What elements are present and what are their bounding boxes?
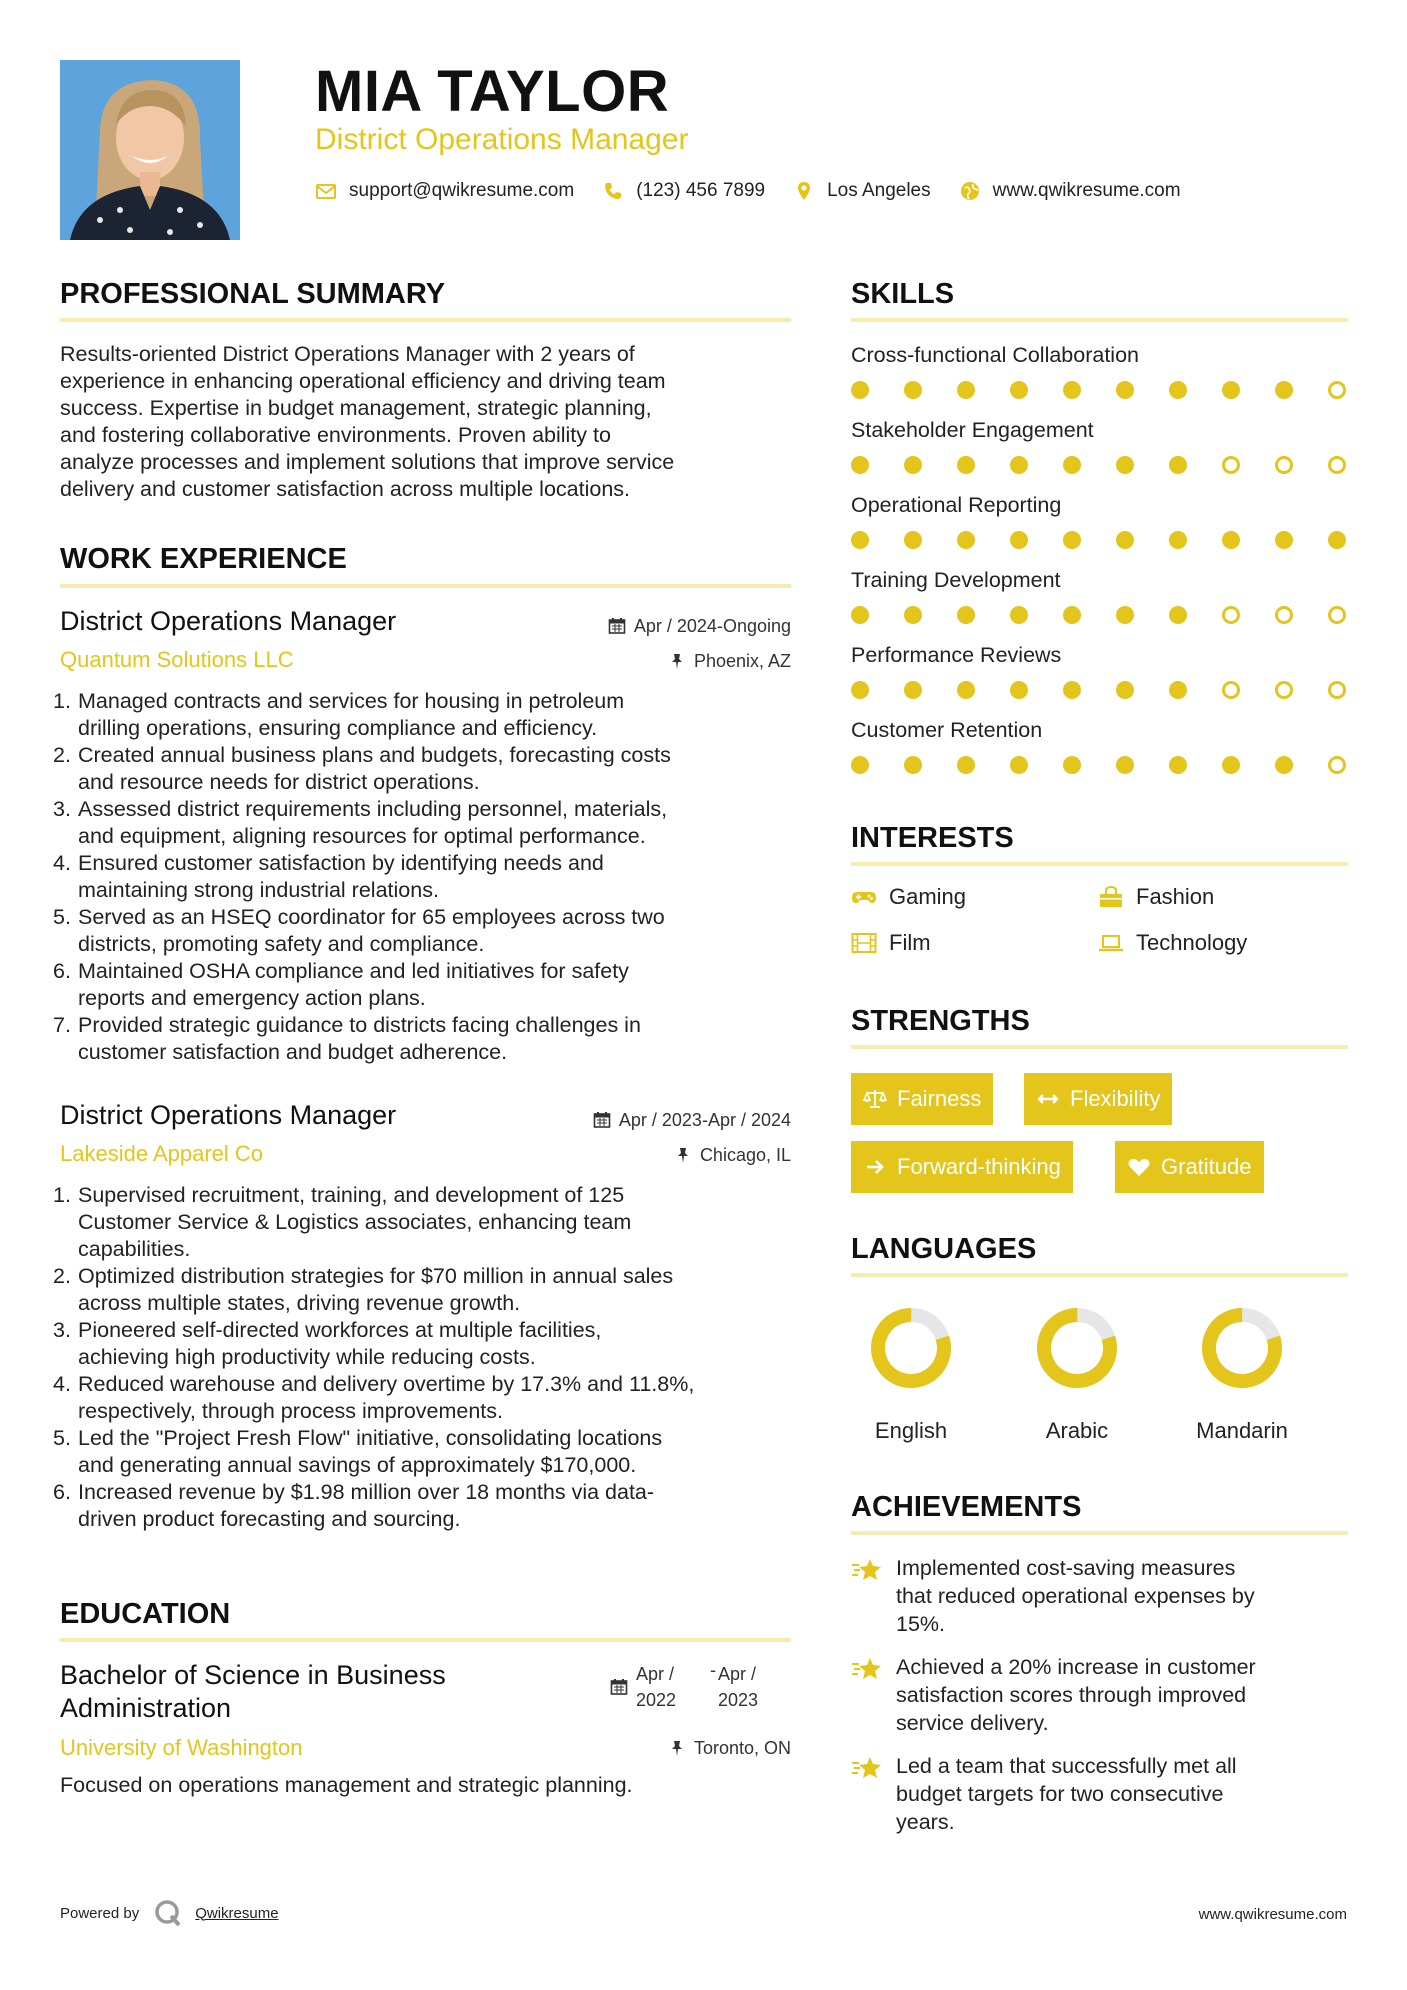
skill-dot-filled bbox=[1328, 531, 1346, 549]
list-item: 3. Assessed district requirements including personnel, materials, and equipment, aligning resources for optimal performance. bbox=[53, 797, 668, 848]
education-dates bbox=[610, 1661, 791, 1717]
skill-dot-filled bbox=[1275, 381, 1293, 399]
achievement-text: Implemented cost-saving measures that reduced operational expenses by 15%. bbox=[896, 1556, 1255, 1636]
job-title: District Operations Manager bbox=[60, 606, 397, 636]
skill-dot-filled bbox=[1169, 531, 1187, 549]
strength-tag-flexibility bbox=[1024, 1073, 1172, 1125]
skill-dot-filled bbox=[957, 456, 975, 474]
skill-dot-filled bbox=[1063, 456, 1081, 474]
star-icon bbox=[851, 1655, 883, 1683]
skill-dot-empty bbox=[1328, 456, 1346, 474]
contact-row bbox=[315, 178, 1209, 204]
section-divider bbox=[851, 1531, 1348, 1535]
section-divider bbox=[60, 584, 791, 588]
skill-dot-filled bbox=[1063, 381, 1081, 399]
section-title-achievements: ACHIEVEMENTS bbox=[851, 1491, 1082, 1523]
globe-icon bbox=[959, 180, 981, 202]
job-dates bbox=[608, 614, 791, 638]
skill-dot-filled bbox=[1116, 681, 1134, 699]
job-dates-text: Apr / 2023-Apr / 2024 bbox=[618, 1110, 791, 1130]
strength-tag-gratitude bbox=[1115, 1141, 1264, 1193]
skill-dot-filled bbox=[1116, 606, 1134, 624]
skill-dot-empty bbox=[1328, 381, 1346, 399]
footer-powered-by bbox=[60, 1898, 279, 1928]
skill-dot-filled bbox=[851, 531, 869, 549]
skill-dot-filled bbox=[1116, 756, 1134, 774]
pushpin-icon bbox=[674, 1146, 692, 1164]
language-ring-fill bbox=[1035, 1306, 1118, 1389]
candidate-role: District Operations Manager bbox=[315, 123, 689, 156]
strength-tag-fairness bbox=[851, 1073, 993, 1125]
interest-label: Fashion bbox=[1136, 884, 1215, 909]
summary-line: and fostering collaborative environments. Proven ability to bbox=[60, 423, 611, 447]
skill-dot-filled bbox=[1222, 381, 1240, 399]
skill-dot-empty bbox=[1222, 456, 1240, 474]
calendar-icon bbox=[593, 1111, 611, 1129]
strength-label: Flexibility bbox=[1070, 1086, 1161, 1111]
calendar-icon bbox=[608, 617, 626, 635]
gamepad-icon bbox=[851, 886, 877, 908]
skill-rating bbox=[851, 606, 1348, 626]
list-item: 6. Increased revenue by $1.98 million over 18 months via data- driven product forecasting and sourcing. bbox=[53, 1480, 655, 1531]
skill-dot-filled bbox=[1010, 756, 1028, 774]
education-location-text: Toronto, ON bbox=[693, 1738, 791, 1758]
bag-icon bbox=[1098, 886, 1124, 908]
job-title: District Operations Manager bbox=[60, 1100, 397, 1130]
skill-dot-filled bbox=[1063, 531, 1081, 549]
list-item: 6. Maintained OSHA compliance and led initiatives for safety reports and emergency action plans. bbox=[53, 959, 629, 1010]
job-location bbox=[674, 1143, 791, 1167]
contact-email[interactable]: support@qwikresume.com bbox=[349, 180, 575, 201]
section-divider bbox=[851, 862, 1348, 866]
section-divider bbox=[851, 1273, 1348, 1277]
skill-name: Customer Retention bbox=[851, 718, 1043, 742]
interest-label: Technology bbox=[1136, 930, 1248, 955]
skill-name: Operational Reporting bbox=[851, 493, 1062, 517]
summary-line: success. Expertise in budget management, strategic planning, bbox=[60, 396, 652, 420]
map-pin-icon bbox=[793, 180, 815, 202]
section-title-summary: PROFESSIONAL SUMMARY bbox=[60, 278, 446, 310]
arrows-icon bbox=[1036, 1087, 1060, 1111]
skill-dot-filled bbox=[1116, 456, 1134, 474]
language-ring bbox=[1034, 1305, 1120, 1391]
job-location bbox=[668, 649, 791, 673]
skill-dot-filled bbox=[1169, 756, 1187, 774]
section-title-interests: INTERESTS bbox=[851, 822, 1014, 854]
skill-dot-empty bbox=[1275, 606, 1293, 624]
summary-line: analyze processes and implement solutions that improve service bbox=[60, 450, 675, 474]
summary-line: experience in enhancing operational efficiency and driving team bbox=[60, 369, 666, 393]
list-item: 5. Led the "Project Fresh Flow" initiative, consolidating locations and generating annual savings of approximately $170,000. bbox=[53, 1426, 663, 1477]
job-dates bbox=[593, 1108, 791, 1132]
skill-dot-filled bbox=[1169, 681, 1187, 699]
summary-line: delivery and customer satisfaction across multiple locations. bbox=[60, 477, 631, 501]
skill-dot-filled bbox=[1010, 606, 1028, 624]
list-item: 5. Served as an HSEQ coordinator for 65 employees across two districts, promoting safety and compliance. bbox=[53, 905, 665, 956]
interest-item-gaming bbox=[851, 883, 966, 911]
profile-photo bbox=[60, 60, 240, 240]
section-divider bbox=[60, 318, 791, 322]
language-ring bbox=[1199, 1305, 1285, 1391]
skill-dot-filled bbox=[957, 531, 975, 549]
skill-dot-filled bbox=[1116, 381, 1134, 399]
strength-tag-forward-thinking bbox=[851, 1141, 1073, 1193]
language-name: Arabic bbox=[1045, 1418, 1109, 1443]
skill-rating bbox=[851, 756, 1348, 776]
pushpin-icon bbox=[668, 1739, 686, 1757]
job-bullet-list bbox=[53, 1182, 791, 1533]
skill-name: Training Development bbox=[851, 568, 1061, 592]
interest-label: Film bbox=[889, 930, 931, 955]
list-item: 4. Reduced warehouse and delivery overtime by 17.3% and 11.8%, respectively, through process improvements. bbox=[53, 1372, 695, 1423]
skill-name: Performance Reviews bbox=[851, 643, 1062, 667]
skill-dot-filled bbox=[1275, 756, 1293, 774]
skill-rating bbox=[851, 381, 1348, 401]
star-icon bbox=[851, 1754, 883, 1782]
education-description: Focused on operations management and strategic planning. bbox=[60, 1773, 633, 1797]
skill-dot-filled bbox=[851, 381, 869, 399]
section-title-strengths: STRENGTHS bbox=[851, 1005, 1030, 1037]
calendar-icon bbox=[610, 1678, 628, 1696]
list-item: 3. Pioneered self-directed workforces at multiple facilities, achieving high productivity while reducing costs. bbox=[53, 1318, 602, 1369]
language-item bbox=[1017, 1305, 1137, 1445]
interest-label: Gaming bbox=[889, 884, 967, 909]
skill-dot-empty bbox=[1222, 606, 1240, 624]
contact-phone[interactable]: (123) 456 7899 bbox=[636, 180, 766, 201]
skill-dot-filled bbox=[1169, 456, 1187, 474]
skill-dot-filled bbox=[1275, 531, 1293, 549]
achievement-text: Led a team that successfully met all budget targets for two consecutive years. bbox=[896, 1754, 1237, 1834]
education-location bbox=[668, 1736, 791, 1760]
skill-dot-filled bbox=[851, 681, 869, 699]
skill-dot-filled bbox=[851, 606, 869, 624]
skill-dot-filled bbox=[1116, 531, 1134, 549]
strength-label: Forward-thinking bbox=[897, 1154, 1061, 1179]
skill-dot-filled bbox=[957, 756, 975, 774]
skill-dot-filled bbox=[957, 681, 975, 699]
interest-item-technology bbox=[1098, 929, 1247, 957]
summary-text bbox=[60, 341, 791, 503]
section-title-skills: SKILLS bbox=[851, 278, 955, 310]
skill-dot-filled bbox=[1010, 681, 1028, 699]
section-divider bbox=[851, 318, 1348, 322]
strength-label: Gratitude bbox=[1161, 1154, 1252, 1179]
contact-website[interactable]: www.qwikresume.com bbox=[992, 180, 1181, 201]
powered-by-label: Powered by bbox=[60, 1904, 140, 1922]
skill-dot-filled bbox=[1063, 681, 1081, 699]
section-title-experience: WORK EXPERIENCE bbox=[60, 543, 347, 575]
skill-dot-filled bbox=[1010, 381, 1028, 399]
degree-line: Bachelor of Science in Business bbox=[60, 1660, 446, 1690]
skill-dot-filled bbox=[1063, 756, 1081, 774]
skill-dot-filled bbox=[851, 756, 869, 774]
education-date-start: Apr / 2022 bbox=[636, 1664, 677, 1710]
section-title-languages: LANGUAGES bbox=[851, 1233, 1037, 1265]
footer-website[interactable]: www.qwikresume.com bbox=[1198, 1906, 1347, 1923]
list-item: 7. Provided strategic guidance to districts facing challenges in customer satisfaction and budget adherence. bbox=[53, 1013, 641, 1064]
list-item: 2. Created annual business plans and budgets, forecasting costs and resource needs for district operations. bbox=[53, 743, 671, 794]
language-ring bbox=[868, 1305, 954, 1391]
list-item: 1. Supervised recruitment, training, and development of 125 Customer Service & Logistics associates, enhancing team capabilities. bbox=[53, 1183, 632, 1261]
skill-dot-filled bbox=[904, 531, 922, 549]
skill-dot-filled bbox=[1063, 606, 1081, 624]
language-ring-fill bbox=[1200, 1306, 1283, 1389]
skill-dot-empty bbox=[1275, 456, 1293, 474]
skill-dot-filled bbox=[1010, 456, 1028, 474]
skill-dot-filled bbox=[904, 756, 922, 774]
laptop-icon bbox=[1098, 932, 1124, 954]
job-bullet-list bbox=[53, 688, 791, 1066]
skill-dot-filled bbox=[957, 606, 975, 624]
list-item: 2. Optimized distribution strategies for $70 million in annual sales across multiple states, driving revenue growth. bbox=[53, 1264, 674, 1315]
skill-name: Stakeholder Engagement bbox=[851, 418, 1094, 442]
skill-dot-filled bbox=[904, 456, 922, 474]
skill-dot-filled bbox=[1169, 381, 1187, 399]
heart-icon bbox=[1127, 1155, 1151, 1179]
skill-dot-filled bbox=[1222, 756, 1240, 774]
arrow-right-icon bbox=[863, 1155, 887, 1179]
language-name: Mandarin bbox=[1196, 1418, 1288, 1443]
skill-dot-empty bbox=[1222, 681, 1240, 699]
skill-dot-filled bbox=[1010, 531, 1028, 549]
degree-title bbox=[60, 1659, 446, 1725]
language-item bbox=[1182, 1305, 1302, 1445]
company-name: Lakeside Apparel Co bbox=[60, 1141, 264, 1166]
skill-dot-empty bbox=[1328, 681, 1346, 699]
skill-dot-filled bbox=[957, 381, 975, 399]
section-divider bbox=[851, 1045, 1348, 1049]
pushpin-icon bbox=[668, 652, 686, 670]
skill-dot-filled bbox=[904, 381, 922, 399]
skill-rating bbox=[851, 681, 1348, 701]
job-location-text: Chicago, IL bbox=[699, 1145, 791, 1165]
skill-dot-filled bbox=[904, 681, 922, 699]
language-name: English bbox=[874, 1418, 948, 1443]
star-icon bbox=[851, 1556, 883, 1584]
language-ring-fill bbox=[869, 1306, 952, 1389]
interest-item-film bbox=[851, 929, 931, 957]
language-item bbox=[851, 1305, 971, 1445]
achievement-text: Achieved a 20% increase in customer satisfaction scores through improved service delivery. bbox=[896, 1655, 1256, 1735]
list-item: 4. Ensured customer satisfaction by identifying needs and maintaining strong industrial relations. bbox=[53, 851, 604, 902]
skill-name: Cross-functional Collaboration bbox=[851, 343, 1140, 367]
skill-rating bbox=[851, 531, 1348, 551]
education-date-end: Apr / 2023 bbox=[718, 1664, 759, 1710]
film-icon bbox=[851, 932, 877, 954]
skill-dot-empty bbox=[1328, 606, 1346, 624]
contact-location: Los Angeles bbox=[827, 180, 931, 201]
strength-label: Fairness bbox=[897, 1086, 982, 1111]
scale-icon bbox=[863, 1087, 887, 1111]
envelope-icon bbox=[315, 180, 337, 202]
skill-dot-filled bbox=[1169, 606, 1187, 624]
skill-dot-filled bbox=[1222, 531, 1240, 549]
skill-dot-filled bbox=[851, 456, 869, 474]
skill-dot-empty bbox=[1275, 681, 1293, 699]
phone-icon bbox=[602, 180, 624, 202]
job-dates-text: Apr / 2024-Ongoing bbox=[633, 616, 791, 636]
degree-line: Administration bbox=[60, 1693, 232, 1723]
summary-line: Results-oriented District Operations Manager with 2 years of bbox=[60, 342, 635, 366]
skill-dot-filled bbox=[904, 606, 922, 624]
candidate-name: MIA TAYLOR bbox=[315, 59, 670, 124]
company-name: Quantum Solutions LLC bbox=[60, 647, 294, 672]
skill-rating bbox=[851, 456, 1348, 476]
list-item: 1. Managed contracts and services for housing in petroleum drilling operations, ensuring compliance and efficiency. bbox=[53, 689, 625, 740]
interest-item-fashion bbox=[1098, 883, 1214, 911]
education-date-sep: - bbox=[710, 1660, 716, 1680]
qwikresume-link[interactable]: Qwikresume bbox=[195, 1904, 279, 1922]
section-title-education: EDUCATION bbox=[60, 1598, 231, 1630]
school-name: University of Washington bbox=[60, 1735, 303, 1760]
section-divider bbox=[60, 1638, 791, 1642]
job-location-text: Phoenix, AZ bbox=[693, 651, 791, 671]
qwikresume-logo-icon bbox=[153, 1898, 183, 1928]
skill-dot-empty bbox=[1328, 756, 1346, 774]
